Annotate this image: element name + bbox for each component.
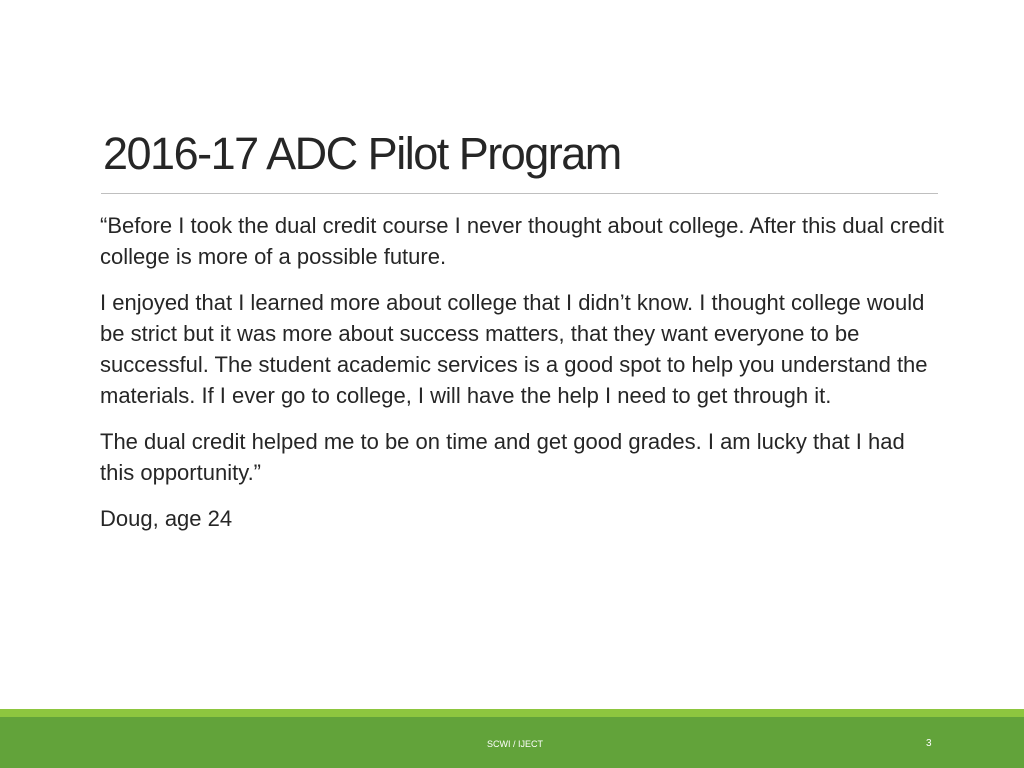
page-number: 3 [926, 738, 932, 749]
quote-paragraph-1: “Before I took the dual credit course I never thought about college. After this dual credit college is more of a possible future. [100, 213, 944, 269]
footer-band [0, 717, 1024, 768]
quote-attribution: Doug, age 24 [100, 506, 233, 531]
quote-paragraph-3: The dual credit helped me to be on time and get good grades. I am lucky that I had this opportunity.” [100, 429, 905, 485]
footer-text: SCWI / IJECT [487, 739, 543, 749]
footer-accent-stripe [0, 709, 1024, 717]
title-divider [101, 193, 938, 194]
slide-title: 2016-17 ADC Pilot Program [103, 128, 621, 179]
slide-body [100, 210, 945, 549]
quote-paragraph-2: I enjoyed that I learned more about college that I didn’t know. I thought college would be strict but it was more about success matters, that they want everyone to be successful. The student academic services is a good spot to help you understand the materials. If I ever go to college, I will have the help I need to get through it. [100, 290, 928, 408]
